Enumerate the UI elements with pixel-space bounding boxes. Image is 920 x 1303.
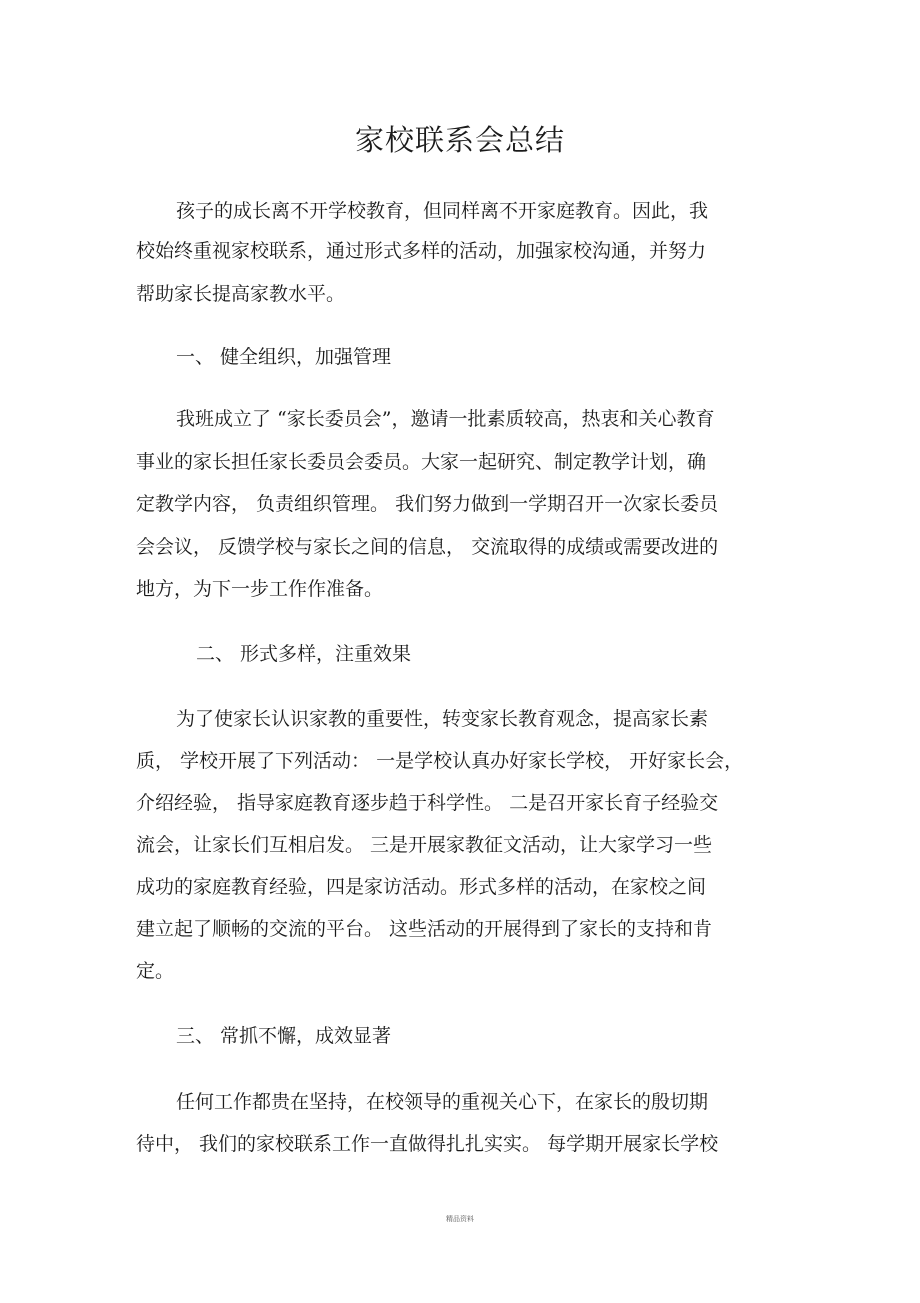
section-3-line-1: 任何工作都贵在坚持，在校领导的重视关心下，在家长的殷切期 xyxy=(176,1091,709,1113)
section-1-line-2: 事业的家长担任家长委员会委员。大家一起研究、制定教学计划，确 xyxy=(136,451,707,473)
section-2-line-4: 流会，让家长们互相启发。 三是开展家教征文活动，让大家学习一些 xyxy=(136,834,713,856)
section-2-line-5: 成功的家庭教育经验，四是家访活动。形式多样的活动，在家校之间 xyxy=(136,876,707,898)
section-2-heading: 二、 形式多样，注重效果 xyxy=(196,643,412,665)
section-3-line-2: 待中， 我们的家校联系工作一直做得扎扎实实。 每学期开展家长学校 xyxy=(136,1133,719,1155)
section-2-line-6: 建立起了顺畅的交流的平台。 这些活动的开展得到了家长的支持和肯 xyxy=(136,918,713,940)
section-1-line-1: 我班成立了 “家长委员会”，邀请一批素质较高，热衷和关心教育 xyxy=(176,408,715,430)
section-2-line-7: 定。 xyxy=(136,960,175,982)
section-1-heading: 一、 健全组织，加强管理 xyxy=(176,346,392,368)
page-footer: 精品资料 xyxy=(446,1215,474,1223)
intro-line-1: 孩子的成长离不开学校教育，但同样离不开家庭教育。因此，我 xyxy=(176,200,709,222)
page-title: 家校联系会总结 xyxy=(354,123,565,157)
intro-line-2: 校始终重视家校联系，通过形式多样的活动，加强家校沟通，并努力 xyxy=(136,240,707,262)
section-1-line-3: 定教学内容， 负责组织管理。 我们努力做到一学期召开一次家长委员 xyxy=(136,493,719,515)
section-2-line-3: 介绍经验， 指导家庭教育逐步趋于科学性。 二是召开家长育子经验交 xyxy=(136,792,719,814)
section-3-heading: 三、 常抓不懈，成效显著 xyxy=(176,1025,392,1047)
section-2-line-1: 为了使家长认识家教的重要性，转变家长教育观念，提高家长素 xyxy=(176,708,709,730)
intro-line-3: 帮助家长提高家教水平。 xyxy=(136,283,346,305)
section-1-line-5: 地方，为下一步工作作准备。 xyxy=(136,578,384,600)
section-1-line-4: 会会议， 反馈学校与家长之间的信息， 交流取得的成绩或需要改进的 xyxy=(136,536,719,558)
section-2-line-2: 质， 学校开展了下列活动： 一是学校认真办好家长学校， 开好家长会， xyxy=(136,750,744,772)
